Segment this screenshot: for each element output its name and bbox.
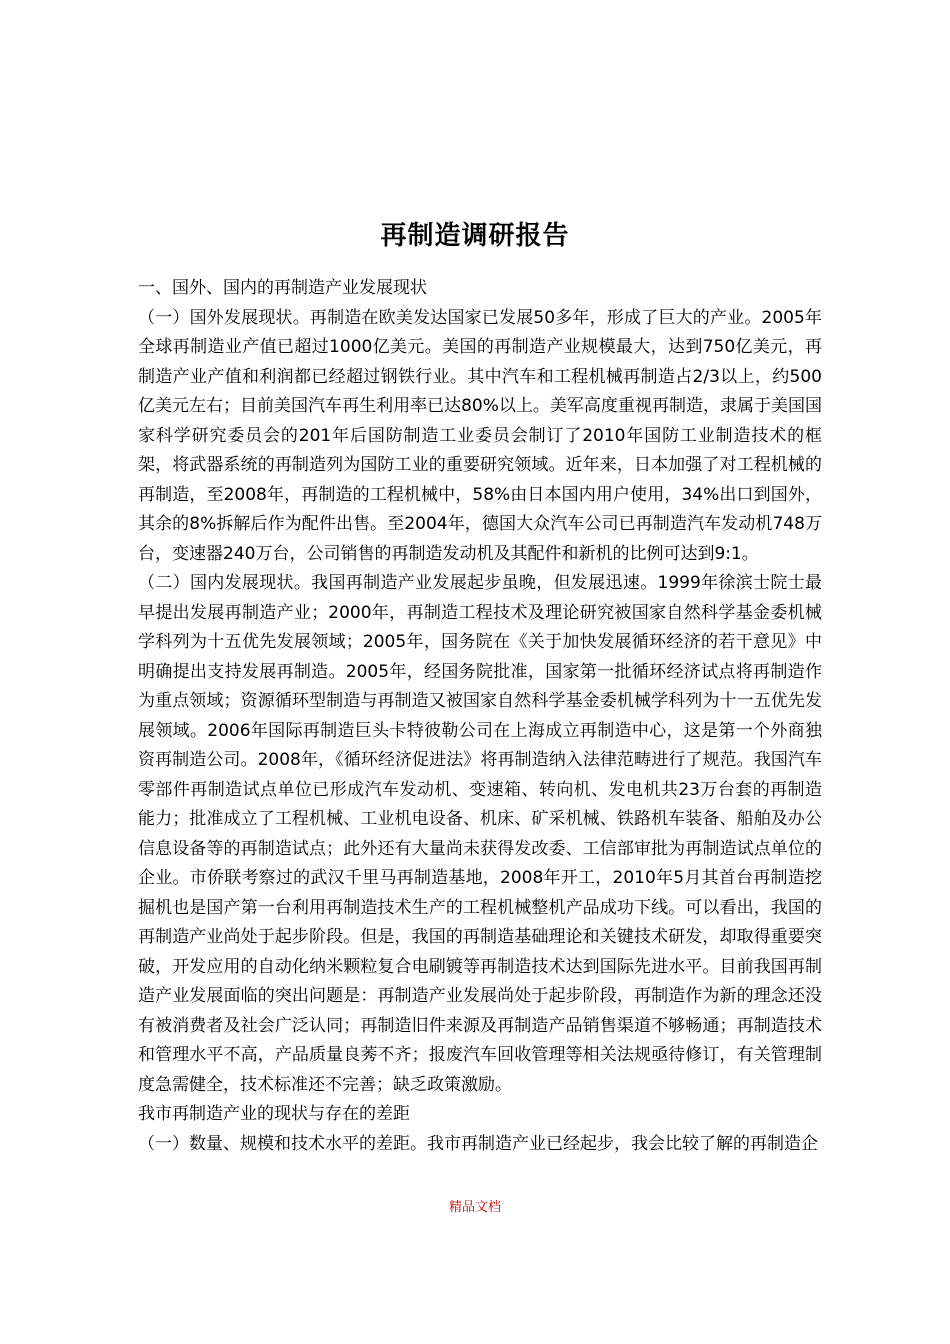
- paragraph-domestic-status: （二）国内发展现状。我国再制造产业发展起步虽晚，但发展迅速。1999年徐滨士院士最早提出发展再制造产业；2000年，再制造工程技术及理论研究被国家自然科学基金委机械学科列为十五优先发展领域；2005年，国务院在《关于加快发展循环经济的若干意见》中明确提出支持发展再制造。2005年，经国务院批准，国家第一批循环经济试点将再制造作为重点领域；资源循环型制造与再制造又被国家自然科学基金委机械学科列为十一五优先发展领域。2006年国际再制造巨头卡特彼勒公司在上海成立再制造中心，这是第一个外商独资再制造公司。2008年，《循环经济促进法》将再制造纳入法律范畴进行了规范。我国汽车零部件再制造试点单位已形成汽车发动机、变速箱、转向机、发电机共23万台套的再制造能力；批准成立了工程机械、工业机电设备、机床、矿采机械、铁路机车装备、船舶及办公信息设备等的再制造试点；此外还有大量尚未获得发改委、工信部审批为再制造试点单位的企业。市侨联考察过的武汉千里马再制造基地，2008年开工，2010年5月其首台再制造挖掘机也是国产第一台利用再制造技术生产的工程机械整机产品成功下线。可以看出，我国的再制造产业尚处于起步阶段。但是，我国的再制造基础理论和关键技术研发，却取得重要突破，开发应用的自动化纳米颗粒复合电刷镀等再制造技术达到国际先进水平。目前我国再制造产业发展面临的突出问题是：再制造产业发展尚处于起步阶段，再制造作为新的理念还没有被消费者及社会广泛认同；再制造旧件来源及再制造产品销售渠道不够畅通；再制造技术和管理水平不高，产品质量良莠不齐；报废汽车回收管理等相关法规亟待修订，有关管理制度急需健全，技术标准还不完善；缺乏政策激励。: [138, 573, 822, 1095]
- footer-label: 精品文档: [448, 1200, 501, 1215]
- paragraph-gap: （一）数量、规模和技术水平的差距。我市再制造产业已经起步，我会比较了解的再制造企: [138, 1133, 818, 1154]
- document-body: [138, 274, 822, 1159]
- section-heading-2: 我市再制造产业的现状与存在的差距: [138, 1104, 410, 1124]
- document-title: 再制造调研报告: [380, 221, 570, 251]
- section-heading-1: 一、国外、国内的再制造产业发展现状: [138, 278, 427, 298]
- paragraph-foreign-status: （一）国外发展现状。再制造在欧美发达国家已发展50多年，形成了巨大的产业。2005年全球再制造业产值已超过1000亿美元。美国的再制造产业规模最大，达到750亿美元，再制造产业产值和利润都已经超过钢铁行业。其中汽车和工程机械再制造占2/3以上，约500亿美元左右；目前美国汽车再生利用率已达80%以上。美军高度重视再制造，隶属于美国国家科学研究委员会的201年后国防制造工业委员会制订了2010年国防工业制造技术的框架，将武器系统的再制造列为国防工业的重要研究领域。近年来，日本加强了对工程机械的再制造，至2008年，再制造的工程机械中，58%由日本国内用户使用，34%出口到国外，其余的8%拆解后作为配件出售。至2004年，德国大众汽车公司已再制造汽车发动机748万台，变速器240万台，公司销售的再制造发动机及其配件和新机的比例可达到9:1。: [138, 307, 822, 564]
